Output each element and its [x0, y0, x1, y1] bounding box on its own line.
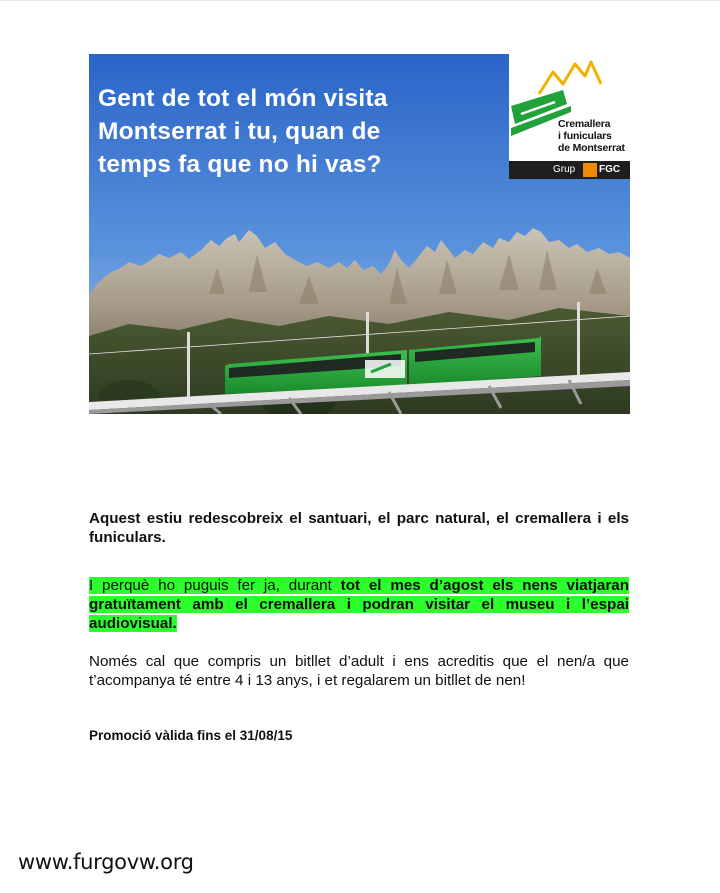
offer-bold: tot el mes d’agost els nens viatjaran gratuïtament amb el cremallera i podran visitar el museu i l’espai audiovisual. [89, 577, 629, 633]
banner-headline [98, 82, 418, 181]
conditions-paragraph: Només cal que compris un bitllet d’adult i ens acreditis que el nen/a que t’acompanya té entre 4 i 13 anys, i et regalarem un bitllet de nen! [89, 653, 629, 690]
promo-validity: Promoció vàlida fins el 31/08/15 [89, 728, 293, 743]
intro-paragraph: Aquest estiu redescobreix el santuari, el parc natural, el cremallera i els funiculars. [89, 510, 629, 547]
logo-text [558, 118, 630, 154]
offer-lead: I perquè ho puguis fer ja, durant [89, 577, 341, 595]
offer-paragraph [89, 576, 629, 633]
headline-line: temps fa que no hi vas? [98, 151, 382, 178]
logo-group-brand: FGC [599, 164, 621, 175]
watermark: www.furgovw.org [18, 850, 194, 874]
logo-name-line: i funiculars [558, 130, 612, 142]
logo-group-label: Grup [553, 164, 576, 175]
logo-name-line: Cremallera [558, 118, 611, 130]
fgc-icon [583, 163, 597, 177]
logo-name-line: de Montserrat [558, 142, 625, 154]
headline-line: Gent de tot el món visita [98, 85, 388, 112]
offer-highlight [89, 577, 629, 632]
promo-banner [89, 54, 630, 414]
cremallera-logo [509, 54, 630, 179]
headline-line: Montserrat i tu, quan de [98, 118, 381, 145]
